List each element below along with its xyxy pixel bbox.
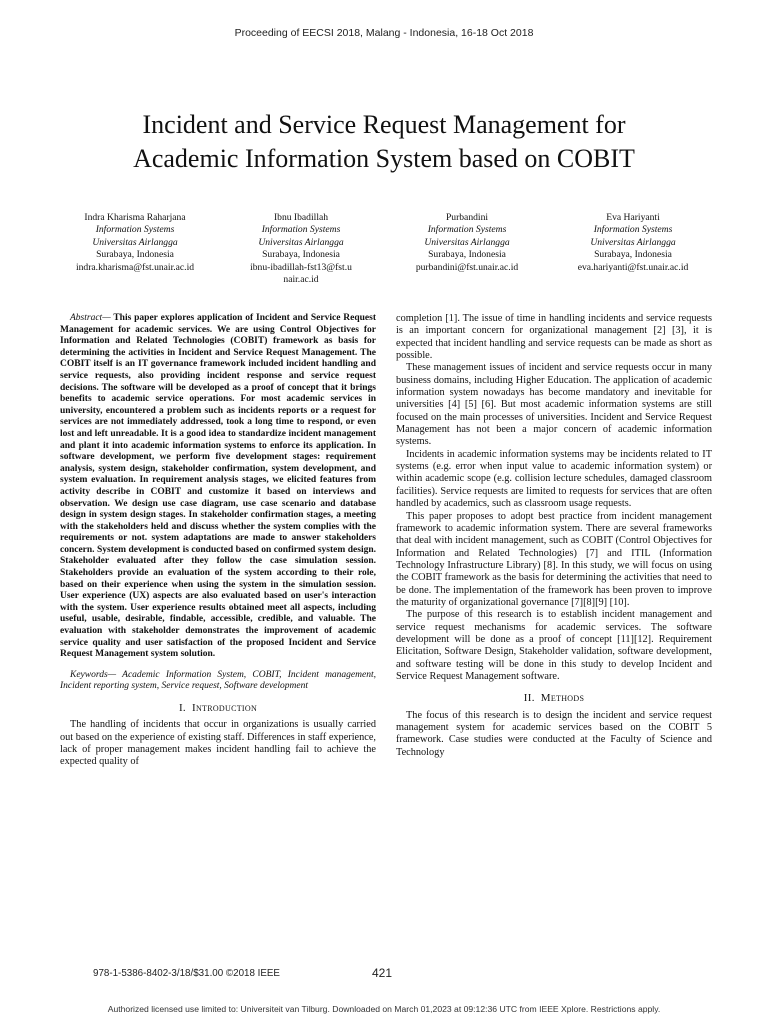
abstract-text: This paper explores application of Incident and Service Request Management for academic services. We are using Control Objectives for Information and Related Technologies (COBIT) framework as basis for determining the activities in Incident and Service Request Management. The COBIT itself is an IT governance framework included incident handling and service requests, also providing incident response and service request decisions. The software will be developed as a proof of concept that it brings benefits to academic service operations. For most academic services in university, encountered a problem such as incidents reports or a request for services are not immediately addressed, took a long time to respond, or even lost and left unreadable. It is a good idea to standardize incident management and plant it into academic information systems to enforce its application. In software development, we perform five development stages: requirement analysis, system design, stakeholder confirmation, system development, and system evaluation. In requirement analysis stages, we elicited features from activity describe in COBIT and customize it based on interviews and observation. We design use case diagram, use case scenario and database design in system design stages. In stakeholder confirmation stages, a meeting with the stakeholders held and discuss whether the system complies with the requirements or not. system adaptations are made to answer stakeholders concern. System development is conducted based on confirmed system design. Stakeholder evaluated after they follow the case simulation session. Stakeholders provide an evaluation of the system according to their role, based on their experience when using the system in the simulation session. User experience (UX) aspects are also evaluated based on user's interaction with the system. User experience results obtained meet all aspects, including useful, usable, desirable, findable, accessible, credible, and valuable. The evaluation with stakeholder demonstrates the improvement of academic service quality and user satisfaction of the proposed Incident and Service Request Management system solution.	[60, 313, 376, 660]
author-dept: Information Systems	[593, 224, 673, 236]
author-block	[52, 212, 716, 286]
title-line-1: Incident and Service Request Management for	[142, 110, 626, 139]
paragraph: The handling of incidents that occur in organizations is usually carried out based on the experience of existing staff. Differences in staff experience, lack of proper management makes incident handling fail to achieve the expected quality of	[60, 719, 376, 768]
author-email: purbandini@fst.unair.ac.id	[415, 261, 519, 273]
paragraph: completion [1]. The issue of time in handling incidents and service requests is an important concern for organizational management [2] [3], it is expected that incident handling and service requests can be made as short as possible.	[396, 313, 712, 362]
right-column	[396, 313, 712, 759]
section-heading-methods: II. Methods	[523, 692, 585, 705]
author-univ: Universitas Airlangga	[424, 236, 510, 248]
author-name: Indra Kharisma Raharjana	[84, 212, 186, 223]
author-dept: Information Systems	[261, 224, 341, 236]
abstract-label: Abstract—	[70, 313, 111, 323]
author-1	[52, 212, 218, 286]
paper-title	[40, 108, 728, 176]
keywords	[60, 670, 376, 693]
author-univ: Universitas Airlangga	[590, 236, 676, 248]
author-dept: Information Systems	[427, 224, 507, 236]
author-3	[384, 212, 550, 286]
author-email: indra.kharisma@fst.unair.ac.id	[75, 261, 195, 273]
keywords-label: Keywords—	[70, 669, 117, 680]
conference-header: Proceeding of EECSI 2018, Malang - Indonesia, 16-18 Oct 2018	[234, 27, 534, 39]
author-2	[218, 212, 384, 286]
author-name: Ibnu Ibadillah	[273, 212, 329, 223]
paragraph: The focus of this research is to design the incident and service request management system for academic services based on the COBIT 5 framework. Case studies were conducted at the Faculty of Science and Technology	[396, 709, 712, 758]
author-dept: Information Systems	[95, 224, 175, 236]
paragraph: The purpose of this research is to establish incident management and service request mechanisms for academic services. The software development will be done as a proof of concept [11][12]. Requirement Elicitation, Software Design, Stakeholder validation, software development, and software testing will be done in this study to develop Incident and Service Request Management software.	[396, 609, 712, 682]
keywords-text: Academic Information System, COBIT, Incident management, Incident reporting system, Service request, Software development	[60, 669, 376, 692]
abstract	[60, 313, 376, 661]
author-4	[550, 212, 716, 286]
author-name: Eva Hariyanti	[606, 212, 660, 223]
paragraph: This paper proposes to adopt best practice from incident management framework to academic information system. There are several frameworks that deal with incident management, such as COBIT (Control Objectives for Information and Related Technologies) [7] and ITIL (Information Technology Infrastructure Library) [8]. In this study, we will focus on using the COBIT framework as the basis for determining the activities that need to be done. The implementation of the framework has been proven to improve the maturity of organizational governance [7][8][9] [10].	[396, 510, 712, 608]
license-notice: Authorized licensed use limited to: Universiteit van Tilburg. Downloaded on March 01,2023 at 09:12:36 UTC from IEEE Xplore. Restrictions apply.	[107, 1004, 661, 1014]
author-city: Surabaya, Indonesia	[262, 249, 340, 261]
author-city: Surabaya, Indonesia	[594, 249, 672, 261]
page-number: 421	[372, 966, 393, 980]
author-name: Purbandini	[445, 212, 489, 223]
section-heading-introduction: I. Introduction	[178, 702, 258, 714]
paragraph: These management issues of incident and service requests occur in many business domains, including Higher Education. The application of academic information system nowadays has become mandatory and inevitable for universities [4] [5] [6]. But most academic information systems are still focused on the main processes of universities. Incident and Service Request Management has not been a major concern of academic information systems.	[396, 362, 712, 448]
title-line-2: Academic Information System based on COBIT	[133, 144, 635, 173]
left-column	[60, 313, 376, 769]
author-city: Surabaya, Indonesia	[96, 249, 174, 261]
author-email: ibnu-ibadillah-fst13@fst.unair.ac.id	[250, 261, 352, 286]
author-univ: Universitas Airlangga	[258, 236, 344, 248]
author-univ: Universitas Airlangga	[92, 236, 178, 248]
author-email: eva.hariyanti@fst.unair.ac.id	[577, 261, 689, 273]
paragraph: Incidents in academic information systems may be incidents related to IT systems (e.g. error when input value to academic information system) or within academic scope (e.g. collision lecture schedules, damaged classroom facilities). Service requests are limited to requests for services that are often handled by academics, such as classroom usage requests.	[396, 448, 712, 510]
author-city: Surabaya, Indonesia	[428, 249, 506, 261]
footer-isbn: 978-1-5386-8402-3/18/$31.00 ©2018 IEEE	[93, 968, 280, 979]
